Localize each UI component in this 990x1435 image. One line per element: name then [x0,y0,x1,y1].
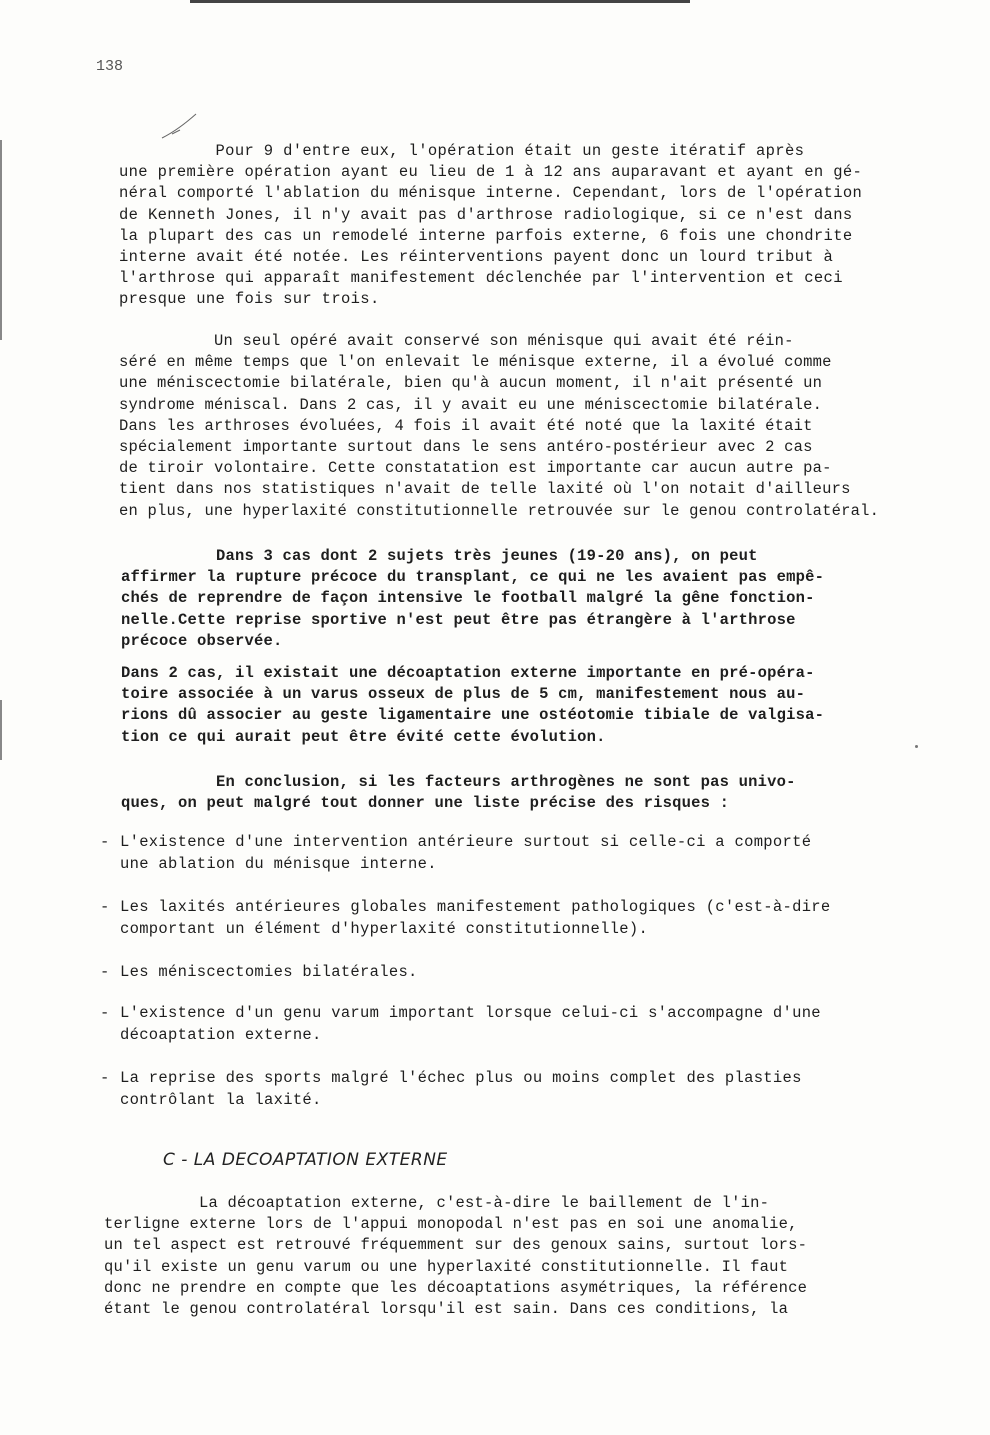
text-line: Dans 2 cas, il existait une décoaptation externe importante en pré-opéra- [121,664,815,682]
pencil-stroke-mark [160,112,200,142]
text-line: donc ne prendre en compte que les décoaptations asymétriques, la référence [104,1278,808,1297]
scan-speck [915,745,918,748]
text-line: l'arthrose qui apparaît manifestement déclenchée par l'intervention et ceci [119,269,843,288]
top-scan-rule [190,0,690,3]
list-bullet: - [100,833,110,851]
text-line: étant le genou controlatéral lorsqu'il est sain. Dans ces conditions, la [104,1300,789,1319]
text-line: interne avait été notée. Les réinterventions payent donc un lourd tribut à [119,248,834,267]
text-line: L'existence d'un genu varum important lorsque celui-ci s'accompagne d'une [120,1004,821,1022]
list-bullet: - [100,898,110,916]
text-line: Les méniscectomies bilatérales. [120,963,418,981]
left-scan-edge [0,700,2,760]
text-line: en plus, une hyperlaxité constitutionnelle retrouvée sur le genou controlatéral. [119,501,880,520]
text-line: tion ce qui aurait peut être évité cette évolution. [121,727,606,746]
text-line: Un seul opéré avait conservé son ménisque qui avait été réin- [119,332,794,350]
text-line: La décoaptation externe, c'est-à-dire le baillement de l'in- [104,1194,770,1212]
risk-list-item [100,897,831,940]
text-line: Les laxités antérieures globales manifestement pathologiques (c'est-à-dire [120,898,831,916]
text-line: terligne externe lors de l'appui monopodal n'est pas en soi une anomalie, [104,1215,798,1234]
text-line: La reprise des sports malgré l'échec plus ou moins complet des plasties [120,1069,802,1087]
text-line: toire associée à un varus osseux de plus de 5 cm, manifestement nous au- [121,685,806,704]
text-line: Dans les arthroses évoluées, 4 fois il avait été noté que la laxité était [119,416,813,435]
text-line: qu'il existe un genu varum ou une hyperlaxité constitutionnelle. Il faut [104,1257,789,1276]
text-line: affirmer la rupture précoce du transplant, ce qui ne les avaient pas empê- [121,568,825,587]
list-bullet: - [100,1069,110,1087]
text-line: presque une fois sur trois. [119,290,380,309]
paragraph-meniscus [119,331,879,522]
text-line: de Kenneth Jones, il n'y avait pas d'arthrose radiologique, si ce n'est dans [119,205,853,224]
page-number: 138 [96,58,124,75]
text-line: une première opération ayant eu lieu de 1 à 12 ans auparavant et ayant en gé- [119,163,863,182]
text-line: Pour 9 d'entre eux, l'opération était un geste itératif après [119,142,805,160]
text-line: chés de reprendre de façon intensive le football malgré la gêne fonction- [121,589,815,608]
text-line: une ablation du ménisque interne. [120,854,437,873]
text-line: comportant un élément d'hyperlaxité constitutionnelle). [120,919,649,938]
text-line: ques, on peut malgré tout donner une liste précise des risques : [121,794,730,813]
text-line: spécialement importante surtout dans le sens antéro-postérieur avec 2 cas [119,438,813,457]
text-line: tient dans nos statistiques n'avait de telle laxité où l'on notait d'ailleurs [119,480,851,499]
paragraph-decoaptation-cases [121,663,824,748]
paragraph-transplant-rupture [121,546,824,652]
paragraph-decoaptation-definition [104,1193,807,1320]
left-scan-edge [0,140,2,340]
risk-list-item [100,832,812,875]
text-line: une méniscectomie bilatérale, bien qu'à aucun moment, il n'ait présenté un [119,374,823,393]
text-line: néral comporté l'ablation du ménisque interne. Cependant, lors de l'opération [119,184,863,203]
text-line: décoaptation externe. [120,1025,322,1044]
paragraph-iterative-surgery [119,141,862,311]
text-line: contrôlant la laxité. [120,1090,322,1109]
risk-list-item [100,1068,802,1111]
text-line: En conclusion, si les facteurs arthrogènes ne sont pas univo- [121,773,796,791]
text-line: la plupart des cas un remodelé interne parfois externe, 6 fois une chondrite [119,226,853,245]
text-line: nelle.Cette reprise sportive n'est peut être pas étrangère à l'arthrose [121,610,796,629]
text-line: précoce observée. [121,631,283,650]
risk-list-item [100,962,418,984]
text-line: syndrome méniscal. Dans 2 cas, il y avait eu une méniscectomie bilatérale. [119,395,823,414]
risk-list-item [100,1003,821,1046]
text-line: Dans 3 cas dont 2 sujets très jeunes (19-20 ans), on peut [121,547,758,565]
text-line: de tiroir volontaire. Cette constatation est importante car aucun autre pa- [119,459,832,478]
text-line: séré en même temps que l'on enlevait le ménisque externe, il a évolué comme [119,353,832,372]
list-bullet: - [100,1004,110,1022]
list-bullet: - [100,963,110,981]
paragraph-conclusion [121,772,796,814]
text-line: un tel aspect est retrouvé fréquemment sur des genoux sains, surtout lors- [104,1236,808,1255]
section-heading: C - LA DECOAPTATION EXTERNE [163,1150,448,1170]
text-line: rions dû associer au geste ligamentaire une ostéotomie tibiale de valgisa- [121,706,825,725]
text-line: L'existence d'une intervention antérieure surtout si celle-ci a comporté [120,833,812,851]
